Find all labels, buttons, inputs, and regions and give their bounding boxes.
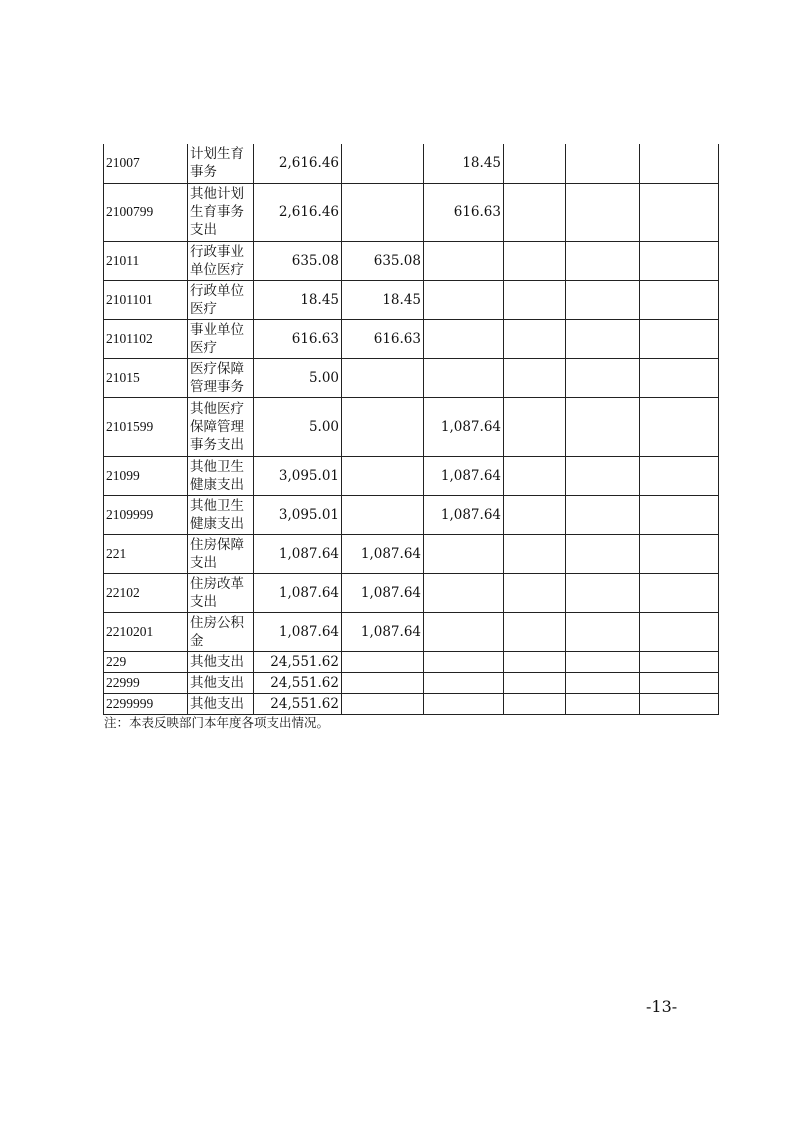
amount-cell: [640, 534, 719, 573]
item-name-cell: 事业单位医疗: [188, 319, 254, 358]
code-cell: 221: [104, 534, 188, 573]
amount-cell: 635.08: [254, 241, 342, 280]
amount-cell: [424, 241, 504, 280]
amount-cell: [640, 358, 719, 397]
amount-cell: 616.63: [342, 319, 424, 358]
amount-cell: [640, 693, 719, 714]
item-name-cell: 其他计划生育事务支出: [188, 183, 254, 241]
amount-cell: [640, 144, 719, 183]
amount-cell: [424, 534, 504, 573]
code-cell: 2299999: [104, 693, 188, 714]
amount-cell: 635.08: [342, 241, 424, 280]
item-name-cell: 医疗保障管理事务: [188, 358, 254, 397]
item-name-cell: 行政单位医疗: [188, 280, 254, 319]
amount-cell: [424, 612, 504, 651]
amount-cell: 1,087.64: [254, 612, 342, 651]
amount-cell: [640, 241, 719, 280]
table-row: [104, 573, 719, 612]
item-name-cell: 住房改革支出: [188, 573, 254, 612]
amount-cell: [504, 319, 566, 358]
item-name-cell: 其他卫生健康支出: [188, 495, 254, 534]
code-cell: 2101101: [104, 280, 188, 319]
amount-cell: [504, 241, 566, 280]
item-name-cell: 行政事业单位医疗: [188, 241, 254, 280]
table-row: [104, 612, 719, 651]
code-cell: 2210201: [104, 612, 188, 651]
amount-cell: [342, 456, 424, 495]
amount-cell: [566, 183, 640, 241]
amount-cell: 1,087.64: [424, 397, 504, 456]
amount-cell: [424, 280, 504, 319]
table-row: [104, 358, 719, 397]
amount-cell: [504, 280, 566, 319]
table-row: [104, 397, 719, 456]
table-row: [104, 241, 719, 280]
amount-cell: [504, 534, 566, 573]
amount-cell: 2,616.46: [254, 144, 342, 183]
amount-cell: [504, 495, 566, 534]
amount-cell: 1,087.64: [424, 495, 504, 534]
amount-cell: 5.00: [254, 397, 342, 456]
table-row: [104, 319, 719, 358]
amount-cell: [424, 672, 504, 693]
amount-cell: 24,551.62: [254, 651, 342, 672]
amount-cell: [566, 358, 640, 397]
page-number: -13-: [646, 997, 678, 1016]
amount-cell: 18.45: [424, 144, 504, 183]
amount-cell: [640, 612, 719, 651]
amount-cell: [640, 319, 719, 358]
item-name-cell: 住房保障支出: [188, 534, 254, 573]
amount-cell: [342, 183, 424, 241]
amount-cell: [342, 651, 424, 672]
amount-cell: [504, 693, 566, 714]
amount-cell: [424, 573, 504, 612]
amount-cell: [566, 495, 640, 534]
amount-cell: [640, 397, 719, 456]
amount-cell: 3,095.01: [254, 495, 342, 534]
code-cell: 22999: [104, 672, 188, 693]
amount-cell: [342, 397, 424, 456]
table-row: [104, 693, 719, 714]
amount-cell: 1,087.64: [342, 573, 424, 612]
amount-cell: [342, 672, 424, 693]
amount-cell: [566, 319, 640, 358]
amount-cell: [424, 651, 504, 672]
amount-cell: [504, 573, 566, 612]
amount-cell: [566, 693, 640, 714]
item-name-cell: 其他支出: [188, 693, 254, 714]
amount-cell: [342, 495, 424, 534]
amount-cell: 3,095.01: [254, 456, 342, 495]
table-footnote: 注：本表反映部门本年度各项支出情况。: [104, 715, 330, 730]
amount-cell: [504, 358, 566, 397]
table-row: [104, 495, 719, 534]
code-cell: 21099: [104, 456, 188, 495]
amount-cell: [566, 612, 640, 651]
amount-cell: [504, 612, 566, 651]
amount-cell: [424, 358, 504, 397]
amount-cell: 1,087.64: [424, 456, 504, 495]
item-name-cell: 住房公积金: [188, 612, 254, 651]
amount-cell: 616.63: [424, 183, 504, 241]
amount-cell: [566, 280, 640, 319]
amount-cell: [640, 573, 719, 612]
amount-cell: 1,087.64: [342, 534, 424, 573]
amount-cell: [640, 183, 719, 241]
amount-cell: [640, 456, 719, 495]
amount-cell: [504, 397, 566, 456]
amount-cell: [342, 358, 424, 397]
amount-cell: [504, 144, 566, 183]
amount-cell: [640, 280, 719, 319]
amount-cell: [566, 672, 640, 693]
amount-cell: 24,551.62: [254, 672, 342, 693]
code-cell: 21007: [104, 144, 188, 183]
amount-cell: [424, 693, 504, 714]
item-name-cell: 其他卫生健康支出: [188, 456, 254, 495]
table-row: [104, 280, 719, 319]
amount-cell: [342, 693, 424, 714]
amount-cell: [566, 651, 640, 672]
amount-cell: 1,087.64: [342, 612, 424, 651]
item-name-cell: 其他支出: [188, 672, 254, 693]
amount-cell: [566, 573, 640, 612]
code-cell: 22102: [104, 573, 188, 612]
amount-cell: 616.63: [254, 319, 342, 358]
amount-cell: [504, 183, 566, 241]
amount-cell: [504, 651, 566, 672]
amount-cell: [504, 672, 566, 693]
code-cell: 21015: [104, 358, 188, 397]
amount-cell: [640, 651, 719, 672]
table-row: [104, 534, 719, 573]
amount-cell: [342, 144, 424, 183]
amount-cell: [566, 241, 640, 280]
amount-cell: 2,616.46: [254, 183, 342, 241]
amount-cell: 1,087.64: [254, 534, 342, 573]
amount-cell: [640, 495, 719, 534]
code-cell: 2109999: [104, 495, 188, 534]
amount-cell: 18.45: [254, 280, 342, 319]
amount-cell: 24,551.62: [254, 693, 342, 714]
item-name-cell: 计划生育事务: [188, 144, 254, 183]
amount-cell: [424, 319, 504, 358]
table-row: [104, 456, 719, 495]
amount-cell: 18.45: [342, 280, 424, 319]
amount-cell: [566, 397, 640, 456]
amount-cell: 1,087.64: [254, 573, 342, 612]
code-cell: 21011: [104, 241, 188, 280]
item-name-cell: 其他医疗保障管理事务支出: [188, 397, 254, 456]
code-cell: 229: [104, 651, 188, 672]
table-row: [104, 651, 719, 672]
code-cell: 2101102: [104, 319, 188, 358]
amount-cell: [566, 534, 640, 573]
amount-cell: [566, 144, 640, 183]
code-cell: 2100799: [104, 183, 188, 241]
table-row: [104, 672, 719, 693]
table-row: [104, 183, 719, 241]
amount-cell: [566, 456, 640, 495]
code-cell: 2101599: [104, 397, 188, 456]
amount-cell: 5.00: [254, 358, 342, 397]
item-name-cell: 其他支出: [188, 651, 254, 672]
amount-cell: [504, 456, 566, 495]
table-row: [104, 144, 719, 183]
expenditure-table: [103, 144, 719, 715]
amount-cell: [640, 672, 719, 693]
